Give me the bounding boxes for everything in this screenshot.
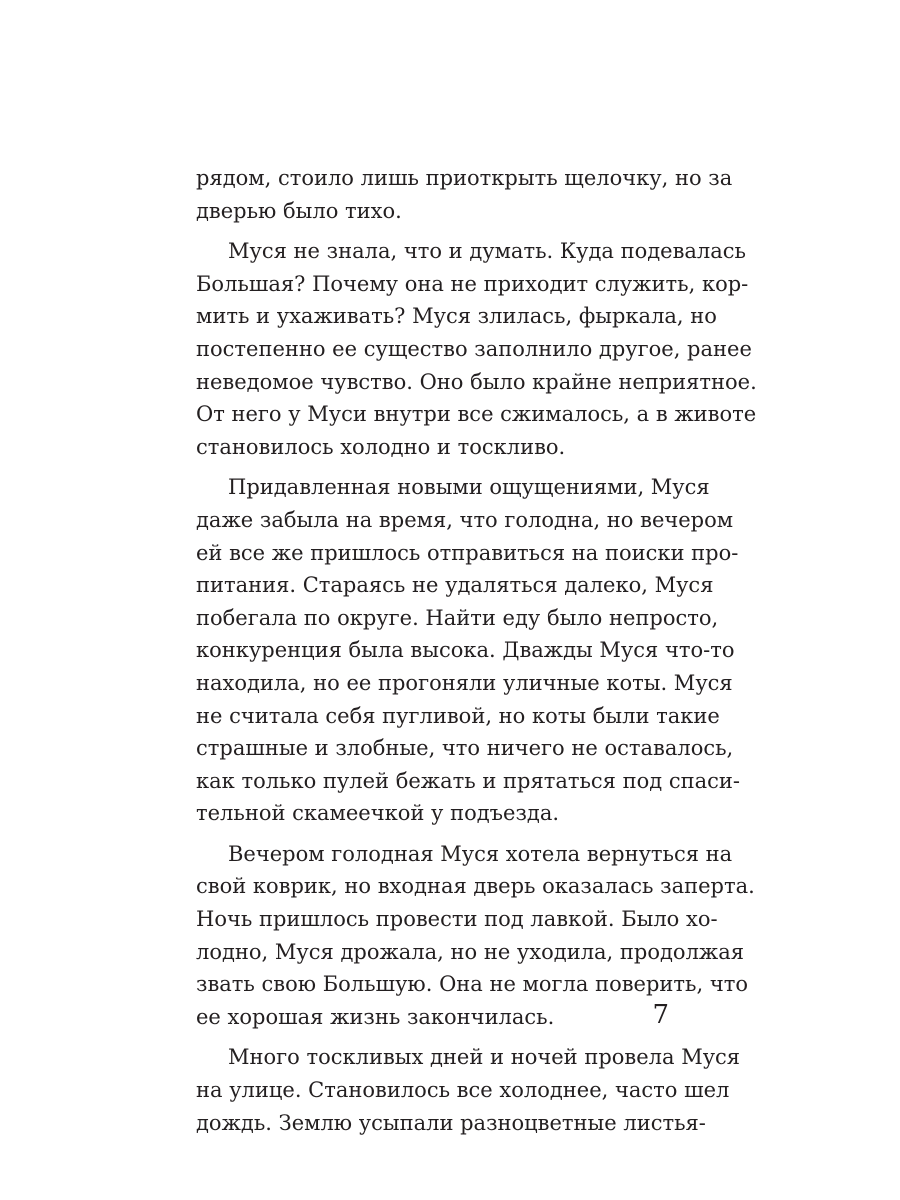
page-number: 7 [652,1000,669,1030]
text-line: ей все же пришлось отправиться на поиски про- [196,540,739,565]
text-line: Большая? Почему она не приходит служить, кор- [196,271,749,296]
text-line: тельной скамеечкой у подъезда. [196,801,560,826]
text-line: Вечером голодная Муся хотела вернуться на [228,841,733,866]
body-text [196,162,757,1139]
text-line: От него у Муси внутри все сжималось, а в животе [196,402,757,427]
text-line: дверью было тихо. [196,198,402,223]
text-line: свой коврик, но входная дверь оказалась заперта. [196,874,755,899]
text-line: мить и ухаживать? Муся злилась, фыркала, но [196,304,717,329]
text-line: питания. Стараясь не удаляться далеко, Муся [196,573,714,598]
text-line: дождь. Землю усыпали разноцветные листья- [196,1110,706,1135]
text-line: постепенно ее существо заполнило другое, ранее [196,336,752,361]
text-line: Придавленная новыми ощущениями, Муся [228,475,710,500]
text-line: конкуренция была высока. Дважды Муся что-то [196,638,735,663]
text-line: лодно, Муся дрожала, но не уходила, продолжая [196,939,744,964]
text-line: не считала себя пугливой, но коты были такие [196,703,720,728]
text-line: ее хорошая жизнь закончилась. [196,1004,555,1029]
text-line: рядом, стоило лишь приоткрыть щелочку, но за [196,166,733,190]
text-line: Муся не знала, что и думать. Куда подевалась [228,239,746,264]
text-line: Много тоскливых дней и ночей провела Муся [228,1045,741,1070]
text-line: побегала по округе. Найти еду было непросто, [196,605,719,630]
text-line: становилось холодно и тоскливо. [196,434,566,459]
text-line: страшные и злобные, что ничего не оставалось, [196,736,734,761]
text-line: как только пулей бежать и прятаться под спаси- [196,768,740,793]
text-line: находила, но ее прогоняли уличные коты. Муся [196,670,733,695]
text-line: Ночь пришлось провести под лавкой. Было хо- [196,907,718,932]
text-line: на улице. Становилось все холоднее, часто шел [196,1078,730,1103]
text-line: неведомое чувство. Оно было крайне неприятное. [196,369,757,394]
text-line: даже забыла на время, что голодна, но вечером [196,507,734,532]
text-line: звать свою Большую. Она не могла поверить, что [196,972,748,997]
